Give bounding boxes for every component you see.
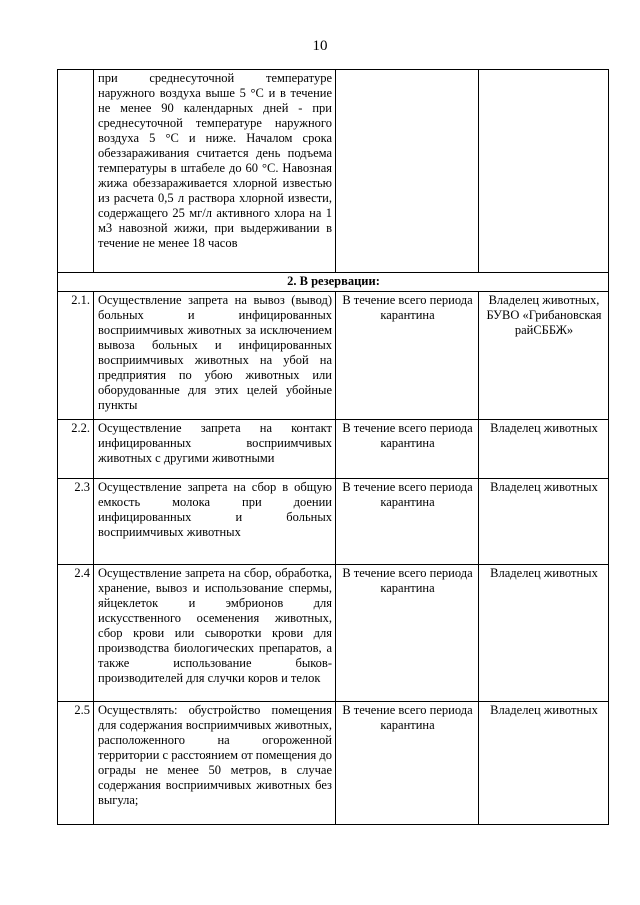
row-responsible: Владелец животных, БУВО «Грибановская райСББЖ» xyxy=(479,292,609,420)
page-number: 10 xyxy=(312,38,328,54)
row-responsible: Владелец животных xyxy=(479,479,609,565)
row-action: при среднесуточной температуре наружного воздуха выше 5 °С и в течение не менее 90 календарных дней - при среднесуточной температуре наружного воздуха 5 °С и ниже. Началом срока обеззараживания считается день подъема температуры в штабеле до 60 °С. Навозная жижа обеззараживается хлорной известью из расчета 0,5 л раствора хлорной извести, содержащего 25 мг/л активного хлора на 1 м3 навозной жижи, при выдерживании в течение не менее 18 часов xyxy=(94,70,336,273)
row-number: 2.1. xyxy=(58,292,94,420)
row-number: 2.5 xyxy=(58,702,94,825)
row-term: В течение всего периода карантина xyxy=(336,565,479,702)
measures-table xyxy=(57,69,609,825)
row-action: Осуществление запрета на сбор в общую емкость молока при доении инфицированных и больных восприимчивых животных xyxy=(94,479,336,565)
row-term: В течение всего периода карантина xyxy=(336,292,479,420)
table-row xyxy=(58,479,609,565)
row-number: 2.3 xyxy=(58,479,94,565)
row-action: Осуществление запрета на сбор, обработка, хранение, вывоз и использование спермы, яйцеклеток и эмбрионов для искусственного осеменения животных, сбор крови или сыворотки крови для производства биологических препаратов, а также использование быков-производителей для случки коров и телок xyxy=(94,565,336,702)
row-action: Осуществление запрета на контакт инфицированных восприимчивых животных с другими животными xyxy=(94,420,336,479)
table-row xyxy=(58,420,609,479)
row-number: 2.4 xyxy=(58,565,94,702)
table-row-continued xyxy=(58,70,609,273)
row-term: В течение всего периода карантина xyxy=(336,479,479,565)
row-term: В течение всего периода карантина xyxy=(336,420,479,479)
section-row xyxy=(58,273,609,292)
table-row xyxy=(58,702,609,825)
row-responsible: Владелец животных xyxy=(479,565,609,702)
row-number xyxy=(58,70,94,273)
row-term: В течение всего периода карантина xyxy=(336,702,479,825)
row-action: Осуществление запрета на вывоз (вывод) больных и инфицированных восприимчивых животных за исключением вывоза больных и инфицированных восприимчивых животных на убой на предприятия по убою животных или оборудованные для этих целей убойные пункты xyxy=(94,292,336,420)
table-row xyxy=(58,565,609,702)
row-responsible xyxy=(479,70,609,273)
row-action: Осуществлять: обустройство помещения для содержания восприимчивых животных, расположенного на огороженной территории с расстоянием от помещения до ограды не менее 50 метров, в случае содержания восприимчивых животных без выгула; xyxy=(94,702,336,825)
row-responsible: Владелец животных xyxy=(479,702,609,825)
row-number: 2.2. xyxy=(58,420,94,479)
table-row xyxy=(58,292,609,420)
section-title: 2. В резервации: xyxy=(58,273,609,292)
row-term xyxy=(336,70,479,273)
row-responsible: Владелец животных xyxy=(479,420,609,479)
